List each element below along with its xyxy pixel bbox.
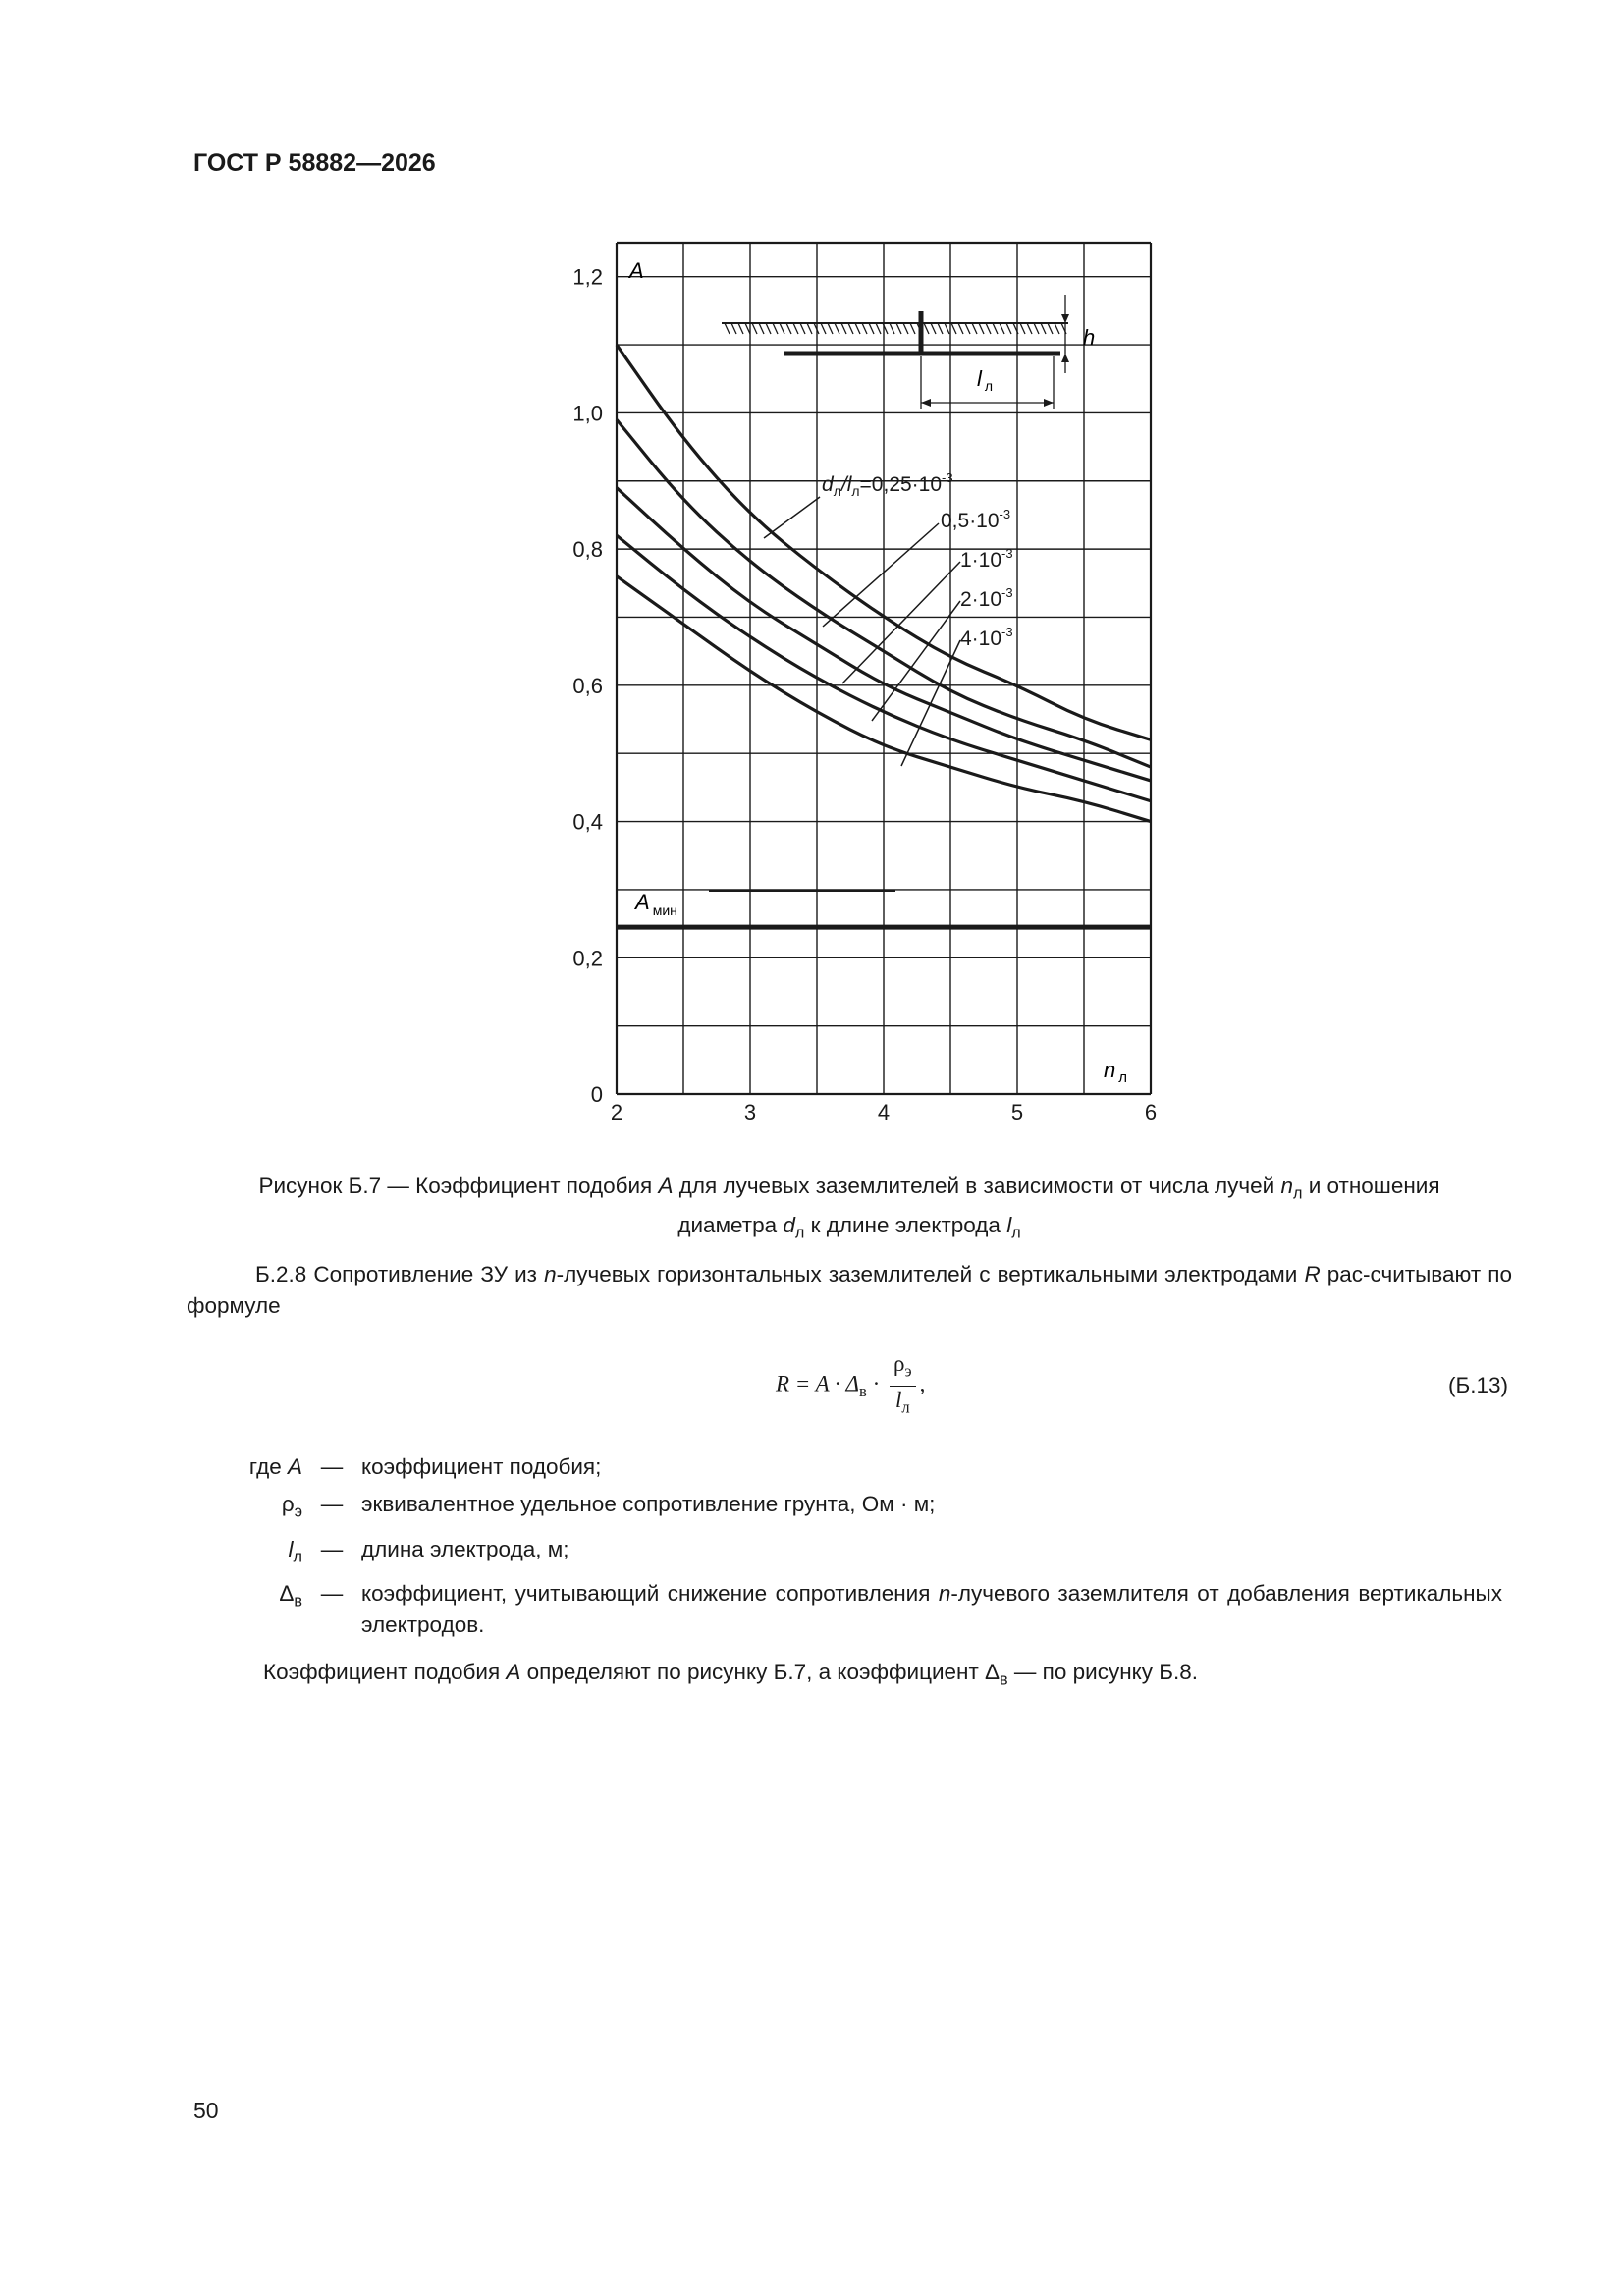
hatch-mark xyxy=(731,323,736,334)
inset-h-label: h xyxy=(1083,325,1096,350)
hatch-mark xyxy=(862,323,867,334)
hatch-mark xyxy=(1048,323,1053,334)
x-tick-label: 3 xyxy=(743,1100,757,1124)
page-number: 50 xyxy=(193,2098,219,2123)
h-arrow-top xyxy=(1061,314,1069,323)
hatch-mark xyxy=(931,323,936,334)
curve-label-3: $1\cdot 10^{-3}$ xyxy=(960,546,1013,572)
hatch-mark xyxy=(958,323,963,334)
curve-label-1: $d_л/l_л=0,25\cdot 10^{-3}$ xyxy=(822,470,953,499)
hatch-mark xyxy=(945,323,949,334)
hatch-mark xyxy=(1000,323,1004,334)
definition-row: $l_л$ — длина электрода, м; xyxy=(288,1536,569,1565)
a-min-label: A $_{мин}$ xyxy=(635,890,677,918)
document-header: ГОСТ Р 58882—2026 xyxy=(193,149,436,177)
curve-label-5: $4\cdot 10^{-3}$ xyxy=(960,625,1013,650)
x-tick-labels xyxy=(611,1100,1157,1124)
x-axis-symbol: n $_л$ xyxy=(1104,1058,1128,1086)
definitions-list xyxy=(187,1451,1512,1647)
hatch-mark xyxy=(786,323,791,334)
equation-number: (Б.13) xyxy=(1448,1373,1509,1397)
hatch-mark xyxy=(766,323,771,334)
y-tick-label: 1,2 xyxy=(572,264,603,290)
y-tick-label: 1,0 xyxy=(572,401,603,426)
formula-b13: $R = A \cdot \Delta_в$ · $\frac{\rho_э}{l_л}$ , xyxy=(776,1350,925,1421)
curve-label-4: $2\cdot 10^{-3}$ xyxy=(960,585,1013,611)
hatch-mark xyxy=(1020,323,1025,334)
curve-leader-1 xyxy=(764,497,820,538)
hatch-mark xyxy=(725,323,730,334)
y-tick-label: 0,2 xyxy=(572,946,603,971)
x-tick-label: 6 xyxy=(1144,1100,1158,1124)
hatch-mark xyxy=(835,323,839,334)
hatch-mark xyxy=(890,323,894,334)
hatch-mark xyxy=(986,323,991,334)
definition-row: $\rho_э$ — эквивалентное удельное сопротивление грунта, Ом · м; xyxy=(281,1492,936,1521)
hatch-mark xyxy=(1027,323,1032,334)
hatch-mark xyxy=(807,323,812,334)
hatch-mark xyxy=(752,323,757,334)
figure-caption: Рисунок Б.7 — Коэффициент подобия A для лучевых заземлителей в зависимости от числа лучей $n_л$ и отношения диаметра $d_л$ к длине электрода $l_л$ xyxy=(258,1174,1440,1241)
closing-paragraph: Коэффициент подобия A определяют по рисунку Б.7, а коэффициент $\Delta_в$ — по рисунку Б.8. xyxy=(263,1660,1198,1689)
chart-grid xyxy=(617,243,1151,1094)
curve-leader-2 xyxy=(823,523,939,627)
hatch-mark xyxy=(869,323,874,334)
y-tick-label: 0,6 xyxy=(572,673,603,698)
ground-hatch xyxy=(725,323,1066,334)
x-tick-label: 2 xyxy=(610,1100,623,1124)
hatch-mark xyxy=(1041,323,1046,334)
x-tick-label: 4 xyxy=(877,1100,891,1124)
hatch-mark xyxy=(896,323,901,334)
hatch-mark xyxy=(1006,323,1011,334)
hatch-mark xyxy=(780,323,784,334)
inset-l-label: l $_л$ xyxy=(977,366,994,394)
hatch-mark xyxy=(800,323,805,334)
hatch-mark xyxy=(910,323,915,334)
hatch-mark xyxy=(828,323,833,334)
hatch-mark xyxy=(1034,323,1039,334)
hatch-mark xyxy=(793,323,798,334)
l-arrow-right xyxy=(1044,399,1054,407)
hatch-mark xyxy=(848,323,853,334)
hatch-mark xyxy=(855,323,860,334)
hatch-mark xyxy=(876,323,881,334)
h-arrow-bottom xyxy=(1061,354,1069,362)
hatch-mark xyxy=(965,323,970,334)
hatch-mark xyxy=(821,323,826,334)
curve-label-2: $0,5\cdot 10^{-3}$ xyxy=(941,507,1011,532)
y-axis-symbol: A xyxy=(629,258,644,283)
hatch-mark xyxy=(979,323,984,334)
hatch-mark xyxy=(903,323,908,334)
figure-chart xyxy=(530,226,1178,1129)
inset-schematic xyxy=(722,295,1095,409)
l-arrow-left xyxy=(921,399,931,407)
curve-leader-5 xyxy=(901,640,960,766)
hatch-mark xyxy=(738,323,743,334)
y-tick-label: 0 xyxy=(590,1082,603,1107)
hatch-mark xyxy=(745,323,750,334)
hatch-mark xyxy=(951,323,956,334)
formula-fraction: $\frac{\rho_э}{l_л}$ xyxy=(890,1350,916,1421)
hatch-mark xyxy=(938,323,943,334)
hatch-mark xyxy=(759,323,764,334)
x-tick-label: 5 xyxy=(1010,1100,1024,1124)
hatch-mark xyxy=(1055,323,1059,334)
hatch-mark xyxy=(993,323,998,334)
hatch-mark xyxy=(841,323,846,334)
hatch-mark xyxy=(924,323,929,334)
curve-leader-3 xyxy=(842,562,960,683)
section-paragraph: Б.2.8 Сопротивление ЗУ из n-лучевых горизонтальных заземлителей с вертикальными электродами R рас-считывают по формуле xyxy=(187,1262,1512,1318)
y-tick-label: 0,8 xyxy=(572,537,603,563)
hatch-mark xyxy=(773,323,778,334)
y-tick-label: 0,4 xyxy=(572,809,603,835)
hatch-mark xyxy=(972,323,977,334)
y-tick-labels xyxy=(572,265,603,1107)
definition-row: $\Delta_в$ — коэффициент, учитывающий снижение сопротивления n-лучевого заземлителя от добавления вертикальных электродов. xyxy=(279,1581,1502,1637)
definition-row: где A — коэффициент подобия; xyxy=(248,1454,602,1479)
